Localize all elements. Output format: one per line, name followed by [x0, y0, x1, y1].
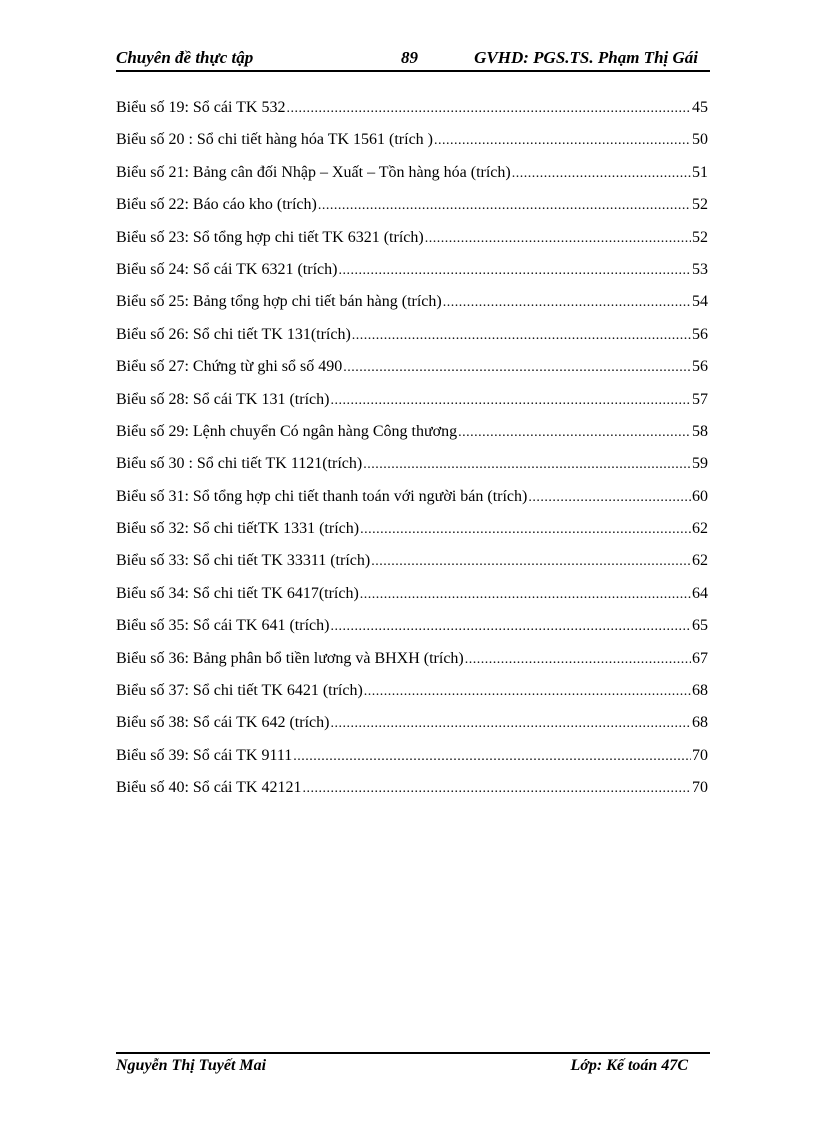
toc-entry-page: 56 — [692, 325, 708, 343]
page-footer — [116, 1052, 710, 1074]
toc-entry-label: Biểu số 31: Sổ tổng hợp chi tiết thanh toán với người bán (trích) — [116, 487, 528, 505]
toc-entry — [116, 128, 708, 160]
toc-entry-label: Biểu số 30 : Sổ chi tiết TK 1121(trích) — [116, 455, 363, 473]
toc-entry-label: Biểu số 19: Sổ cái TK 532 — [116, 99, 286, 116]
toc-entry — [116, 290, 708, 322]
toc-dot-leader — [318, 194, 691, 218]
toc-entry — [116, 679, 708, 711]
toc-entry-label: Biểu số 39: Sổ cái TK 9111 — [116, 746, 293, 764]
toc-entry-page: 59 — [692, 455, 708, 473]
toc-entry — [116, 517, 708, 549]
toc-entry — [116, 388, 708, 420]
toc-dot-leader — [330, 712, 691, 736]
toc-dot-leader — [360, 518, 691, 542]
toc-entry — [116, 226, 708, 258]
class-info: Lớp: Kế toán 47C — [570, 1057, 688, 1074]
toc-entry-page: 70 — [692, 779, 708, 797]
toc-dot-leader — [302, 777, 691, 801]
toc-entry-label: Biểu số 38: Sổ cái TK 642 (trích) — [116, 714, 330, 732]
page-header — [116, 48, 710, 72]
toc-entry-label: Biểu số 32: Sổ chi tiếtTK 1331 (trích) — [116, 520, 360, 538]
report-title: Chuyên đề thực tập — [116, 48, 254, 67]
toc-entry-page: 51 — [692, 163, 708, 181]
toc-dot-leader — [425, 227, 691, 251]
toc-entry — [116, 582, 708, 614]
toc-entry — [116, 711, 708, 743]
toc-entry-label: Biểu số 37: Sổ chi tiết TK 6421 (trích) — [116, 682, 363, 700]
table-of-contents — [116, 96, 708, 809]
toc-entry-label: Biểu số 34: Sổ chi tiết TK 6417(trích) — [116, 584, 359, 602]
toc-entry-label: Biểu số 29: Lệnh chuyển Có ngân hàng Công thương — [116, 422, 458, 440]
toc-entry-page: 67 — [692, 649, 708, 667]
toc-entry-page: 68 — [692, 714, 708, 732]
toc-entry-label: Biểu số 20 : Sổ chi tiết hàng hóa TK 1561 (trích ) — [116, 131, 433, 149]
toc-entry-page: 70 — [692, 746, 708, 764]
toc-entry — [116, 485, 708, 517]
toc-entry-page: 60 — [692, 487, 708, 505]
toc-entry-label: Biểu số 24: Sổ cái TK 6321 (trích) — [116, 260, 338, 278]
toc-entry-page: 52 — [692, 196, 708, 214]
toc-entry-label: Biểu số 27: Chứng từ ghi sổ số 490 — [116, 358, 343, 376]
toc-entry-page: 54 — [692, 293, 708, 311]
toc-entry-page: 62 — [692, 520, 708, 538]
toc-dot-leader — [343, 356, 691, 380]
page-number: 89 — [401, 48, 418, 67]
toc-dot-leader — [512, 162, 691, 186]
toc-entry-label: Biểu số 23: Sổ tổng hợp chi tiết TK 6321 (trích) — [116, 228, 424, 246]
toc-entry-label: Biểu số 26: Sổ chi tiết TK 131(trích) — [116, 325, 351, 343]
toc-dot-leader — [364, 680, 691, 704]
toc-entry — [116, 96, 708, 128]
toc-entry — [116, 355, 708, 387]
toc-dot-leader — [360, 583, 691, 607]
toc-entry-page: 45 — [692, 99, 708, 116]
toc-entry-page: 50 — [692, 131, 708, 149]
toc-dot-leader — [330, 389, 691, 413]
toc-entry — [116, 161, 708, 193]
toc-entry-label: Biểu số 40: Sổ cái TK 42121 — [116, 779, 302, 797]
author-name: Nguyễn Thị Tuyết Mai — [116, 1057, 267, 1074]
toc-entry-page: 64 — [692, 584, 708, 602]
toc-dot-leader — [363, 453, 691, 477]
toc-entry — [116, 744, 708, 776]
toc-entry — [116, 647, 708, 679]
toc-entry — [116, 258, 708, 290]
toc-entry-label: Biểu số 35: Sổ cái TK 641 (trích) — [116, 617, 330, 635]
toc-entry — [116, 323, 708, 355]
toc-dot-leader — [434, 129, 691, 153]
toc-entry-page: 52 — [692, 228, 708, 246]
toc-entry — [116, 420, 708, 452]
toc-dot-leader — [371, 550, 691, 574]
toc-entry — [116, 193, 708, 225]
toc-dot-leader — [338, 259, 691, 283]
toc-dot-leader — [443, 291, 691, 315]
toc-entry-label: Biểu số 22: Báo cáo kho (trích) — [116, 196, 317, 214]
toc-entry-label: Biểu số 33: Sổ chi tiết TK 33311 (trích) — [116, 552, 371, 570]
toc-entry — [116, 549, 708, 581]
toc-dot-leader — [528, 486, 691, 510]
advisor-name: GVHD: PGS.TS. Phạm Thị Gái — [474, 48, 698, 67]
toc-dot-leader — [465, 648, 691, 672]
toc-dot-leader — [330, 615, 691, 639]
toc-entry-page: 58 — [692, 422, 708, 440]
toc-entry-page: 53 — [692, 260, 708, 278]
toc-entry-label: Biểu số 36: Bảng phân bổ tiền lương và BHXH (trích) — [116, 649, 464, 667]
toc-entry-label: Biểu số 21: Bảng cân đối Nhập – Xuất – Tồn hàng hóa (trích) — [116, 163, 511, 181]
toc-entry — [116, 614, 708, 646]
toc-dot-leader — [352, 324, 691, 348]
toc-dot-leader — [286, 97, 691, 121]
toc-entry-page: 68 — [692, 682, 708, 700]
toc-entry — [116, 452, 708, 484]
toc-entry-label: Biểu số 25: Bảng tổng hợp chi tiết bán hàng (trích) — [116, 293, 442, 311]
toc-entry — [116, 776, 708, 808]
toc-entry-page: 56 — [692, 358, 708, 376]
toc-entry-label: Biểu số 28: Sổ cái TK 131 (trích) — [116, 390, 330, 408]
toc-entry-page: 57 — [692, 390, 708, 408]
toc-dot-leader — [293, 745, 691, 769]
toc-dot-leader — [458, 421, 691, 445]
toc-entry-page: 62 — [692, 552, 708, 570]
toc-entry-page: 65 — [692, 617, 708, 635]
